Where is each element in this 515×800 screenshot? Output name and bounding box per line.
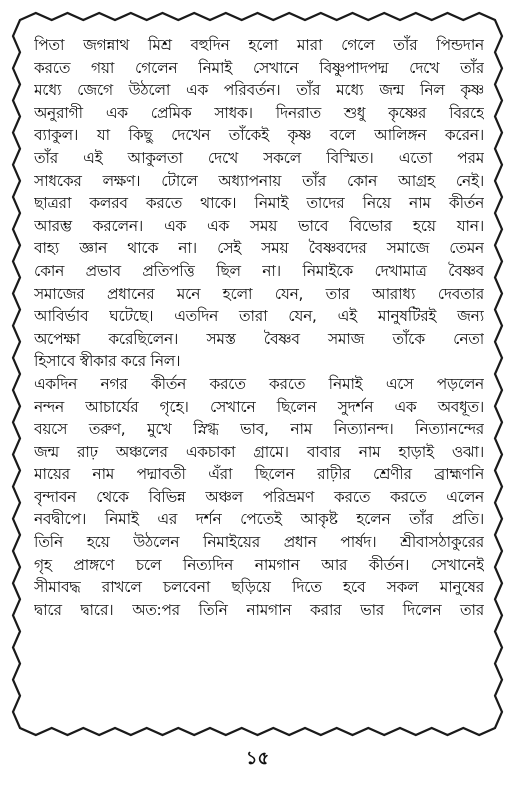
text-line: অপেক্ষা করেছিলেন। সমস্ত বৈষ্ণব সমাজ তাঁকে নেতা	[34, 329, 484, 348]
text-line: মায়ের নাম পদ্মাবতী এঁরা ছিলেন রাঢ়ীর শ্রেণীর ব্রাহ্মণনি	[34, 465, 484, 484]
text-line: তিনি হয়ে উঠলেন নিমাইয়ের প্রধান পার্ষদ। শ্রীবাসঠাকুরের	[34, 533, 484, 552]
text-line: সীমাবদ্ধ রাখলে চলবেনা ছড়িয়ে দিতে হবে সকল মানুষের	[34, 578, 484, 597]
text-line: সাধকের লক্ষণ। টোলে অধ্যাপনায় তাঁর কোন আগ্রহ নেই।	[34, 171, 484, 190]
text-line: জন্ম রাঢ় অঞ্চলের একচাকা গ্রামে। বাবার নাম হাড়াই ওঝা।	[34, 442, 484, 461]
text-line: মধ্যে জেগে উঠলো এক পরিবর্তন। তাঁর মধ্যে জন্ম নিল কৃষ্ণ	[34, 81, 484, 100]
text-line: একদিন নগর কীর্তন করতে করতে নিমাই এসে পড়লেন	[34, 374, 484, 393]
text-line: নবদ্বীপে। নিমাই এর দর্শন পেতেই আকৃষ্ট হলেন তাঁর প্রতি।	[34, 510, 484, 529]
paragraph-1	[34, 34, 484, 373]
text-line: আবির্ভাব ঘটেছে। এতদিন তারা যেন, এই মানুষটিরই জন্য	[34, 307, 484, 326]
text-line: ব্যাকুল। যা কিছু দেখেন তাঁকেই কৃষ্ণ বলে আলিঙ্গন করেন।	[34, 126, 484, 145]
page-text	[34, 34, 484, 621]
text-line: দ্বারে দ্বারে। অত:পর তিনি নামগান করার ভার দিলেন তার	[34, 600, 484, 619]
text-line: কোন প্রভাব প্রতিপত্তি ছিল না। নিমাইকে দেখামাত্র বৈষ্ণব	[34, 261, 484, 280]
paragraph-2	[34, 373, 484, 622]
text-line: গৃহ প্রাঙ্গণে চলে নিত্যদিন নামগান আর কীর্তন। সেখানেই	[34, 555, 484, 574]
text-line: অনুরাগী এক প্রেমিক সাধক। দিনরাত শুধু কৃষ্ণের বিরহে	[34, 103, 484, 122]
text-line: ছাত্ররা কলরব করতে থাকে। নিমাই তাদের নিয়ে নাম কীর্তন	[34, 194, 484, 213]
text-line: বয়সে তরুণ, মুখে স্নিগ্ধ ভাব, নাম নিত্যানন্দ। নিত্যানন্দের	[34, 420, 484, 439]
text-line: পিতা জগন্নাথ মিশ্র বহুদিন হলো মারা গেলে তাঁর পিন্ডদান	[34, 36, 484, 54]
text-line: তাঁর এই আকুলতা দেখে সকলে বিস্মিত। এতো পরম	[34, 148, 484, 167]
page-number: ১৫	[245, 748, 270, 769]
text-line: হিসাবে স্বীকার করে নিল।	[34, 352, 181, 371]
text-line: আরম্ভ করলেন। এক এক সময় ভাবে বিভোর হয়ে যান।	[34, 216, 484, 235]
text-line: সমাজের প্রধানের মনে হলো যেন, তার আরাধ্য দেবতার	[34, 284, 484, 303]
text-line: করতে গয়া গেলেন নিমাই সেখানে বিষ্ণুপাদপদ্ম দেখে তাঁর	[34, 58, 484, 77]
text-line: বৃন্দাবন থেকে বিভিন্ন অঞ্চল পরিভ্রমণ করতে করতে এলেন	[34, 487, 484, 506]
text-line: বাহ্য জ্ঞান থাকে না। সেই সময় বৈষ্ণবদের সমাজে তেমন	[34, 239, 484, 258]
text-line: নন্দন আচার্যের গৃহে। সেখানে ছিলেন সুদর্শন এক অবধূত।	[34, 397, 484, 416]
